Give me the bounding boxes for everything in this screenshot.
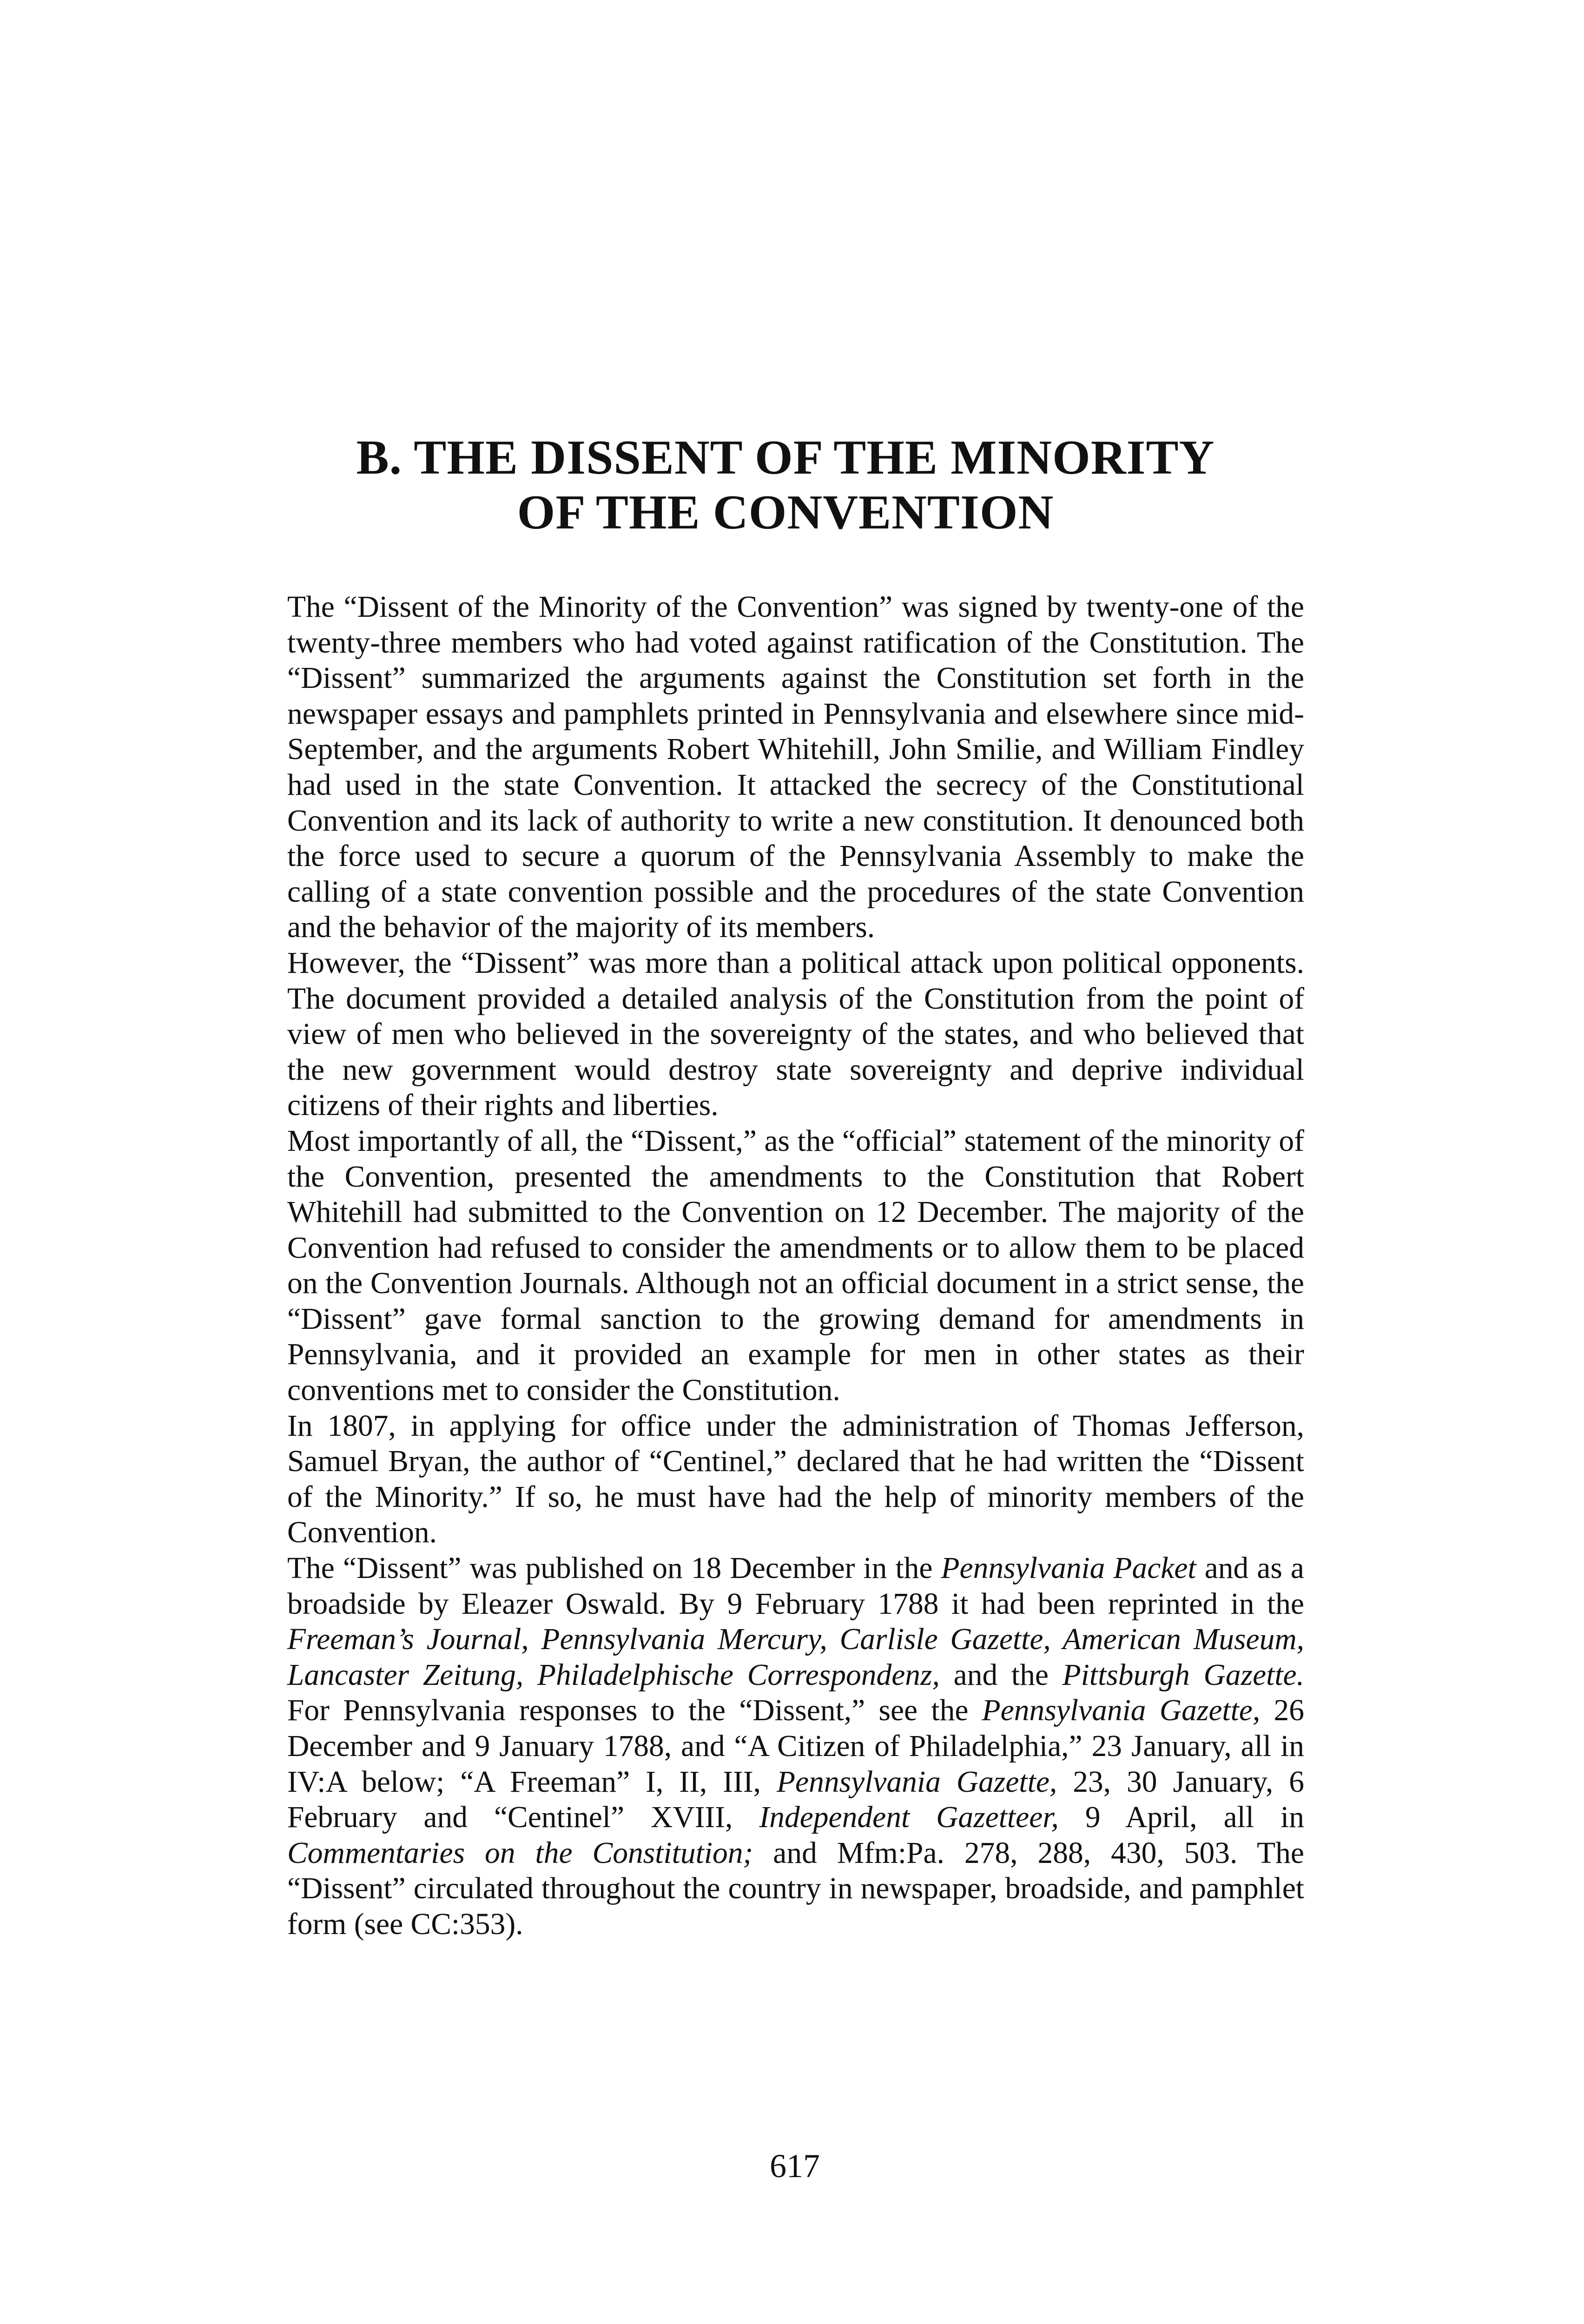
paragraph-3: Most importantly of all, the “Dissent,” as the “official” statement of the minority of the Convention, presented the amendments to the Constitution that Robert Whitehill had submitted to the Convention on 12 December. The majority of the Convention had refused to consider the amendments or to allow them to be placed on the Convention Journals. Although not an official document in a strict sense, the “Dissent” gave formal sanction to the growing demand for amendments in Pennsylvania, and it provided an example for men in other states as their conventions met to consider the Constitution. <box>287 1124 1304 1407</box>
paragraph-5-text: The “Dissent” was published on 18 December in the <box>287 1552 941 1585</box>
paragraph-5-text: 26 December and 9 January 1788, and “A Citizen of Philadelphia,” 23 January, all in IV:A below; “A Freeman” I, II, III, <box>287 1694 1304 1799</box>
paragraph-5-text: and the <box>939 1658 1063 1692</box>
section-title-line-2: OF THE CONVENTION <box>517 485 1054 540</box>
publication-title: Pennsylvania Gazette, <box>777 1765 1057 1799</box>
paragraph-5-text: and as a broadside by Eleazer Oswald. By 9 February 1788 it had been reprinted in the <box>287 1552 1304 1621</box>
paragraph-5-text: 9 April, all in <box>1058 1801 1304 1835</box>
publication-title: Pennsylvania Packet <box>941 1552 1196 1585</box>
paragraph-2: However, the “Dissent” was more than a political attack upon political opponents. The document provided a detailed analysis of the Constitution from the point of view of men who believed in the sovereignty of the states, and who believed that the new government would destroy state sovereignty and deprive individual citizens of their rights and liberties. <box>287 946 1304 1122</box>
paragraph-5-text: 23, 30 January, 6 February and “Centinel” XVIII, <box>287 1765 1304 1835</box>
publication-title: Freeman’s Journal, Pennsylvania Mercury, Carlisle Gazette, American Museum, Lancaster Zeitung, Philadelphische Correspondenz, <box>287 1623 1304 1692</box>
publication-title: Independent Gazetteer, <box>759 1801 1059 1835</box>
publication-title: Commentaries on the Constitution; <box>287 1836 753 1870</box>
paragraph-4: In 1807, in applying for office under the administration of Thomas Jefferson, Samuel Bryan, the author of “Centinel,” declared that he had written the “Dissent of the Minority.” If so, he must have had the help of minority members of the Convention. <box>287 1409 1304 1550</box>
paragraph-5 <box>287 1551 1304 1942</box>
body-text <box>287 589 1304 1942</box>
publication-title: Pittsburgh Gazette. <box>1062 1658 1304 1692</box>
paragraph-5-text: and Mfm:Pa. 278, 288, 430, 503. The “Dissent” circulated throughout the country in newspaper, broadside, and pamphlet form (see CC:353). <box>287 1836 1304 1941</box>
section-title <box>260 430 1311 540</box>
page-number: 617 <box>770 2147 820 2185</box>
paragraph-1: The “Dissent of the Minority of the Convention” was signed by twenty-one of the twenty-three members who had voted against ratification of the Constitution. The “Dissent” summarized the arguments against the Constitution set forth in the newspaper essays and pamphlets printed in Pennsylvania and elsewhere since mid-September, and the arguments Robert Whitehill, John Smilie, and William Findley had used in the state Convention. It attacked the secrecy of the Constitutional Convention and its lack of authority to write a new constitution. It denounced both the force used to secure a quorum of the Pennsylvania Assembly to make the calling of a state convention possible and the procedures of the state Convention and the behavior of the majority of its members. <box>287 590 1304 944</box>
paragraph-5-text: For Pennsylvania responses to the “Dissent,” see the <box>287 1694 982 1728</box>
publication-title: Pennsylvania Gazette, <box>982 1694 1261 1728</box>
section-title-line-1: B. THE DISSENT OF THE MINORITY <box>356 430 1215 485</box>
